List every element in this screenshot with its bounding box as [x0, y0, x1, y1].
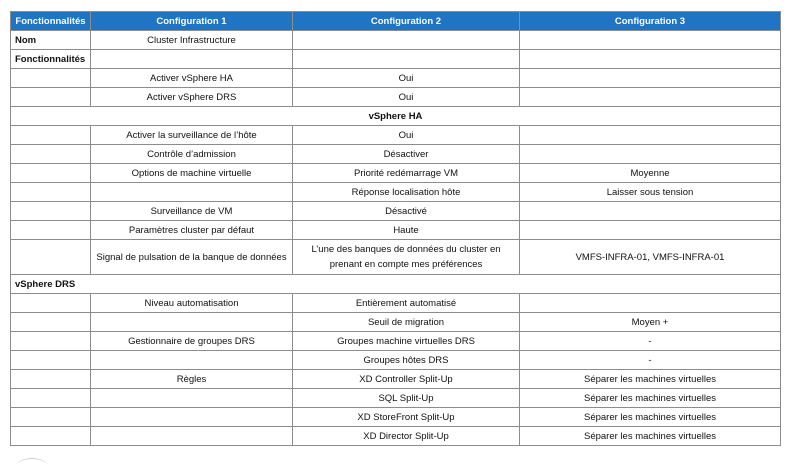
table-row	[11, 389, 781, 408]
table-cell	[11, 370, 91, 389]
table-cell: -	[520, 332, 781, 351]
table-cell: Moyen +	[520, 313, 781, 332]
table-cell	[520, 126, 781, 145]
table-cell: Activer vSphere DRS	[91, 88, 293, 107]
table-row	[11, 221, 781, 240]
table-row	[11, 126, 781, 145]
header-configuration-1: Configuration 1	[91, 12, 293, 31]
table-cell: -	[520, 351, 781, 370]
table-cell	[11, 69, 91, 88]
table-cell: Priorité redémarrage VM	[293, 164, 520, 183]
table-cell	[520, 88, 781, 107]
table-cell	[91, 351, 293, 370]
table-cell: XD StoreFront Split-Up	[293, 408, 520, 427]
table-cell: XD Director Split-Up	[293, 427, 520, 446]
table-row	[11, 202, 781, 221]
table-row	[11, 88, 781, 107]
table-row	[11, 427, 781, 446]
table-cell: Signal de pulsation de la banque de données	[91, 240, 293, 275]
table-cell	[91, 313, 293, 332]
table-row	[11, 240, 781, 275]
table-cell	[520, 50, 781, 69]
table-cell: Options de machine virtuelle	[91, 164, 293, 183]
table-cell: Séparer les machines virtuelles	[520, 408, 781, 427]
table-cell: Séparer les machines virtuelles	[520, 389, 781, 408]
table-cell	[11, 240, 91, 275]
table-cell	[91, 427, 293, 446]
table-cell: Règles	[91, 370, 293, 389]
table-cell	[11, 164, 91, 183]
table-cell: Moyenne	[520, 164, 781, 183]
table-cell: Fonctionnalités	[11, 50, 91, 69]
table-cell	[520, 294, 781, 313]
table-cell: Contrôle d’admission	[91, 145, 293, 164]
table-cell	[91, 408, 293, 427]
table-row	[11, 351, 781, 370]
table-row	[11, 31, 781, 50]
table-row	[11, 183, 781, 202]
table-cell: Séparer les machines virtuelles	[520, 370, 781, 389]
table-cell	[11, 183, 91, 202]
table-cell: VMFS-INFRA-01, VMFS-INFRA-01	[520, 240, 781, 275]
table-row	[11, 164, 781, 183]
table-cell: Réponse localisation hôte	[293, 183, 520, 202]
table-cell: Désactiver	[293, 145, 520, 164]
configuration-table	[10, 11, 781, 446]
decorative-arc	[17, 458, 47, 473]
table-cell	[11, 126, 91, 145]
table-cell: Désactivé	[293, 202, 520, 221]
table-cell: Entièrement automatisé	[293, 294, 520, 313]
table-cell: Oui	[293, 88, 520, 107]
table-cell	[91, 183, 293, 202]
table-cell	[520, 221, 781, 240]
table-row	[11, 370, 781, 389]
section-row	[11, 275, 781, 294]
table-row	[11, 145, 781, 164]
table-cell	[11, 221, 91, 240]
table-cell	[11, 427, 91, 446]
table-cell: Niveau automatisation	[91, 294, 293, 313]
table-row	[11, 294, 781, 313]
table-cell	[293, 31, 520, 50]
table-cell: Nom	[11, 31, 91, 50]
table-cell: Paramètres cluster par défaut	[91, 221, 293, 240]
section-row	[11, 107, 781, 126]
table-cell	[520, 31, 781, 50]
table-cell	[11, 88, 91, 107]
table-cell	[91, 50, 293, 69]
table-cell	[11, 351, 91, 370]
table-row	[11, 313, 781, 332]
table-cell: Haute	[293, 221, 520, 240]
table-cell: Activer vSphere HA	[91, 69, 293, 88]
table-cell	[11, 202, 91, 221]
table-cell: Oui	[293, 126, 520, 145]
header-configuration-2: Configuration 2	[293, 12, 520, 31]
table-cell: Gestionnaire de groupes DRS	[91, 332, 293, 351]
table-cell	[11, 389, 91, 408]
header-features: Fonctionnalités	[11, 12, 91, 31]
table-cell: XD Controller Split-Up	[293, 370, 520, 389]
table-cell	[11, 332, 91, 351]
header-row	[11, 12, 781, 31]
table-cell: Surveillance de VM	[91, 202, 293, 221]
table-cell	[11, 294, 91, 313]
section-heading: vSphere HA	[11, 107, 781, 126]
table-cell: SQL Split-Up	[293, 389, 520, 408]
table-cell	[91, 389, 293, 408]
table-cell	[520, 202, 781, 221]
table-cell: Groupes machine virtuelles DRS	[293, 332, 520, 351]
section-heading: vSphere DRS	[11, 275, 781, 294]
table-row	[11, 332, 781, 351]
table-cell	[520, 145, 781, 164]
table-cell	[520, 69, 781, 88]
table-cell	[293, 50, 520, 69]
table-cell: Activer la surveillance de l’hôte	[91, 126, 293, 145]
table-row	[11, 69, 781, 88]
table-row	[11, 408, 781, 427]
table-row	[11, 50, 781, 69]
table-cell	[11, 145, 91, 164]
header-configuration-3: Configuration 3	[520, 12, 781, 31]
table-cell: Groupes hôtes DRS	[293, 351, 520, 370]
table-cell: Séparer les machines virtuelles	[520, 427, 781, 446]
table-cell	[11, 408, 91, 427]
table-cell: Seuil de migration	[293, 313, 520, 332]
table-cell: L’une des banques de données du cluster en prenant en compte mes préférences	[293, 240, 520, 275]
table-cell: Laisser sous tension	[520, 183, 781, 202]
table-cell: Cluster Infrastructure	[91, 31, 293, 50]
table-body	[11, 31, 781, 446]
table-cell	[11, 313, 91, 332]
table-cell: Oui	[293, 69, 520, 88]
